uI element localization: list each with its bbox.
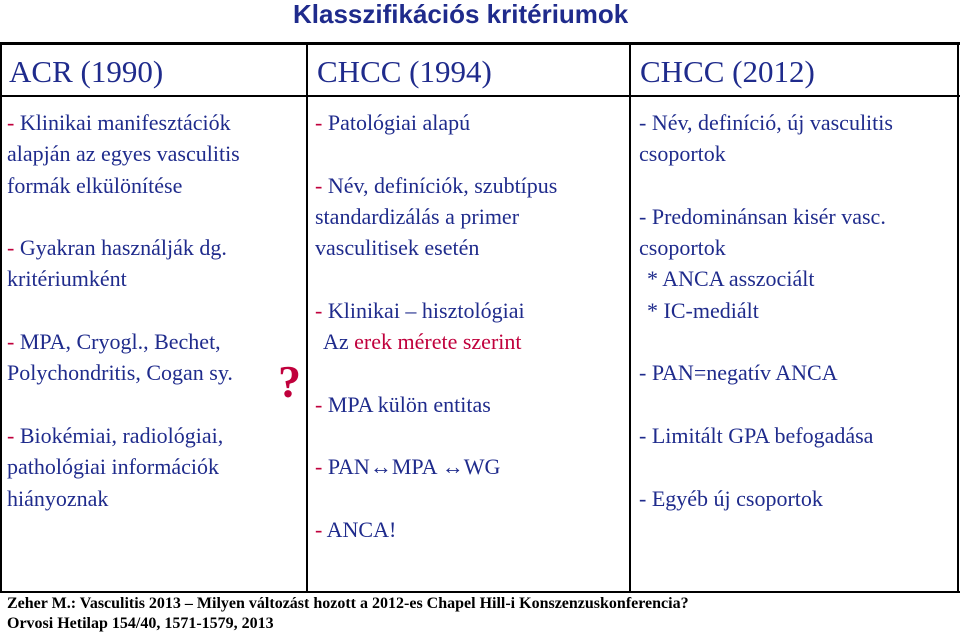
table-top-border: [0, 42, 960, 45]
chcc2012-item-1: - Név, definíció, új vasculitis: [639, 110, 893, 135]
chcc2012-item-5: - Egyéb új csoportok: [639, 485, 823, 511]
acr-item-4: - Biokémiai, radiológiai,: [7, 422, 224, 448]
reference-line-2: Orvosi Hetilap 154/40, 1571-1579, 2013: [7, 615, 274, 632]
slide-title: Klasszifikációs kritériumok: [293, 0, 629, 29]
chcc2012-column: - Név, definíció, új vasculitis csoportok - Predominánsan kisér vasc. csoportok * ANCA asszociált * IC-mediált - PAN=negatív ANCA - Limitált GPA befogadása - Egyéb új csoportok: [639, 107, 955, 514]
chcc1994-item-2: - Név, definíciók, szubtípus: [315, 172, 558, 198]
chcc1994-item-6: - ANCA!: [315, 516, 397, 542]
chcc1994-column: - Patológiai alapú - Név, definíciók, szubtípus standardizálás a primer vasculitisek esetén - Klinikai ‒ hisztológiai Az erek mérete szerint - MPA külön entitas - PAN↔MPA ↔WG - ANCA!: [315, 107, 627, 545]
table-right-border: [957, 43, 959, 593]
chcc1994-item-4: - MPA külön entitas: [315, 391, 491, 417]
chcc2012-subitem-ic: * IC-mediált: [647, 297, 759, 323]
chcc2012-item-2: - Predominánsan kisér vasc.: [639, 203, 886, 229]
chcc1994-item-5: - PAN↔MPA ↔WG: [315, 454, 501, 480]
header-chcc-2012: CHCC (2012): [640, 54, 815, 89]
header-chcc-1994: CHCC (1994): [317, 54, 492, 89]
chcc2012-item-3: - PAN=negatív ANCA: [639, 360, 838, 386]
table-column-divider-2: [629, 43, 631, 593]
table-header-divider: [0, 95, 960, 97]
acr-item-3: - MPA, Cryogl., Bechet,: [7, 329, 221, 355]
table-bottom-border: [0, 591, 960, 593]
vessel-size-highlight: erek mérete szerint: [354, 329, 522, 355]
chcc1994-item-1: - Patológiai alapú: [315, 110, 471, 135]
acr-item-1: - Klinikai manifesztációk: [7, 110, 231, 135]
header-acr-1990: ACR (1990): [9, 54, 164, 89]
acr-item-2: - Gyakran használják dg.: [7, 235, 227, 261]
table-column-divider-1: [306, 43, 308, 593]
reference-line-1: Zeher M.: Vasculitis 2013 ‒ Milyen változást hozott a 2012-es Chapel Hill-i Konszenzuskonferencia?: [7, 595, 689, 612]
chcc2012-subitem-anca: * ANCA asszociált: [647, 266, 815, 292]
chcc1994-item-3: - Klinikai ‒ hisztológiai: [315, 297, 525, 323]
chcc2012-item-4: - Limitált GPA befogadása: [639, 422, 874, 448]
question-mark: ?: [278, 356, 301, 407]
acr-column: - Klinikai manifesztációk alapján az egyes vasculitis formák elkülönítése - Gyakran használják dg. kritériumként - MPA, Cryogl., Bechet, Polychondritis, Cogan sy. - Biokémiai, radiológiai, pathológiai információk hiányoznak: [7, 107, 303, 514]
table-left-border: [0, 43, 2, 593]
